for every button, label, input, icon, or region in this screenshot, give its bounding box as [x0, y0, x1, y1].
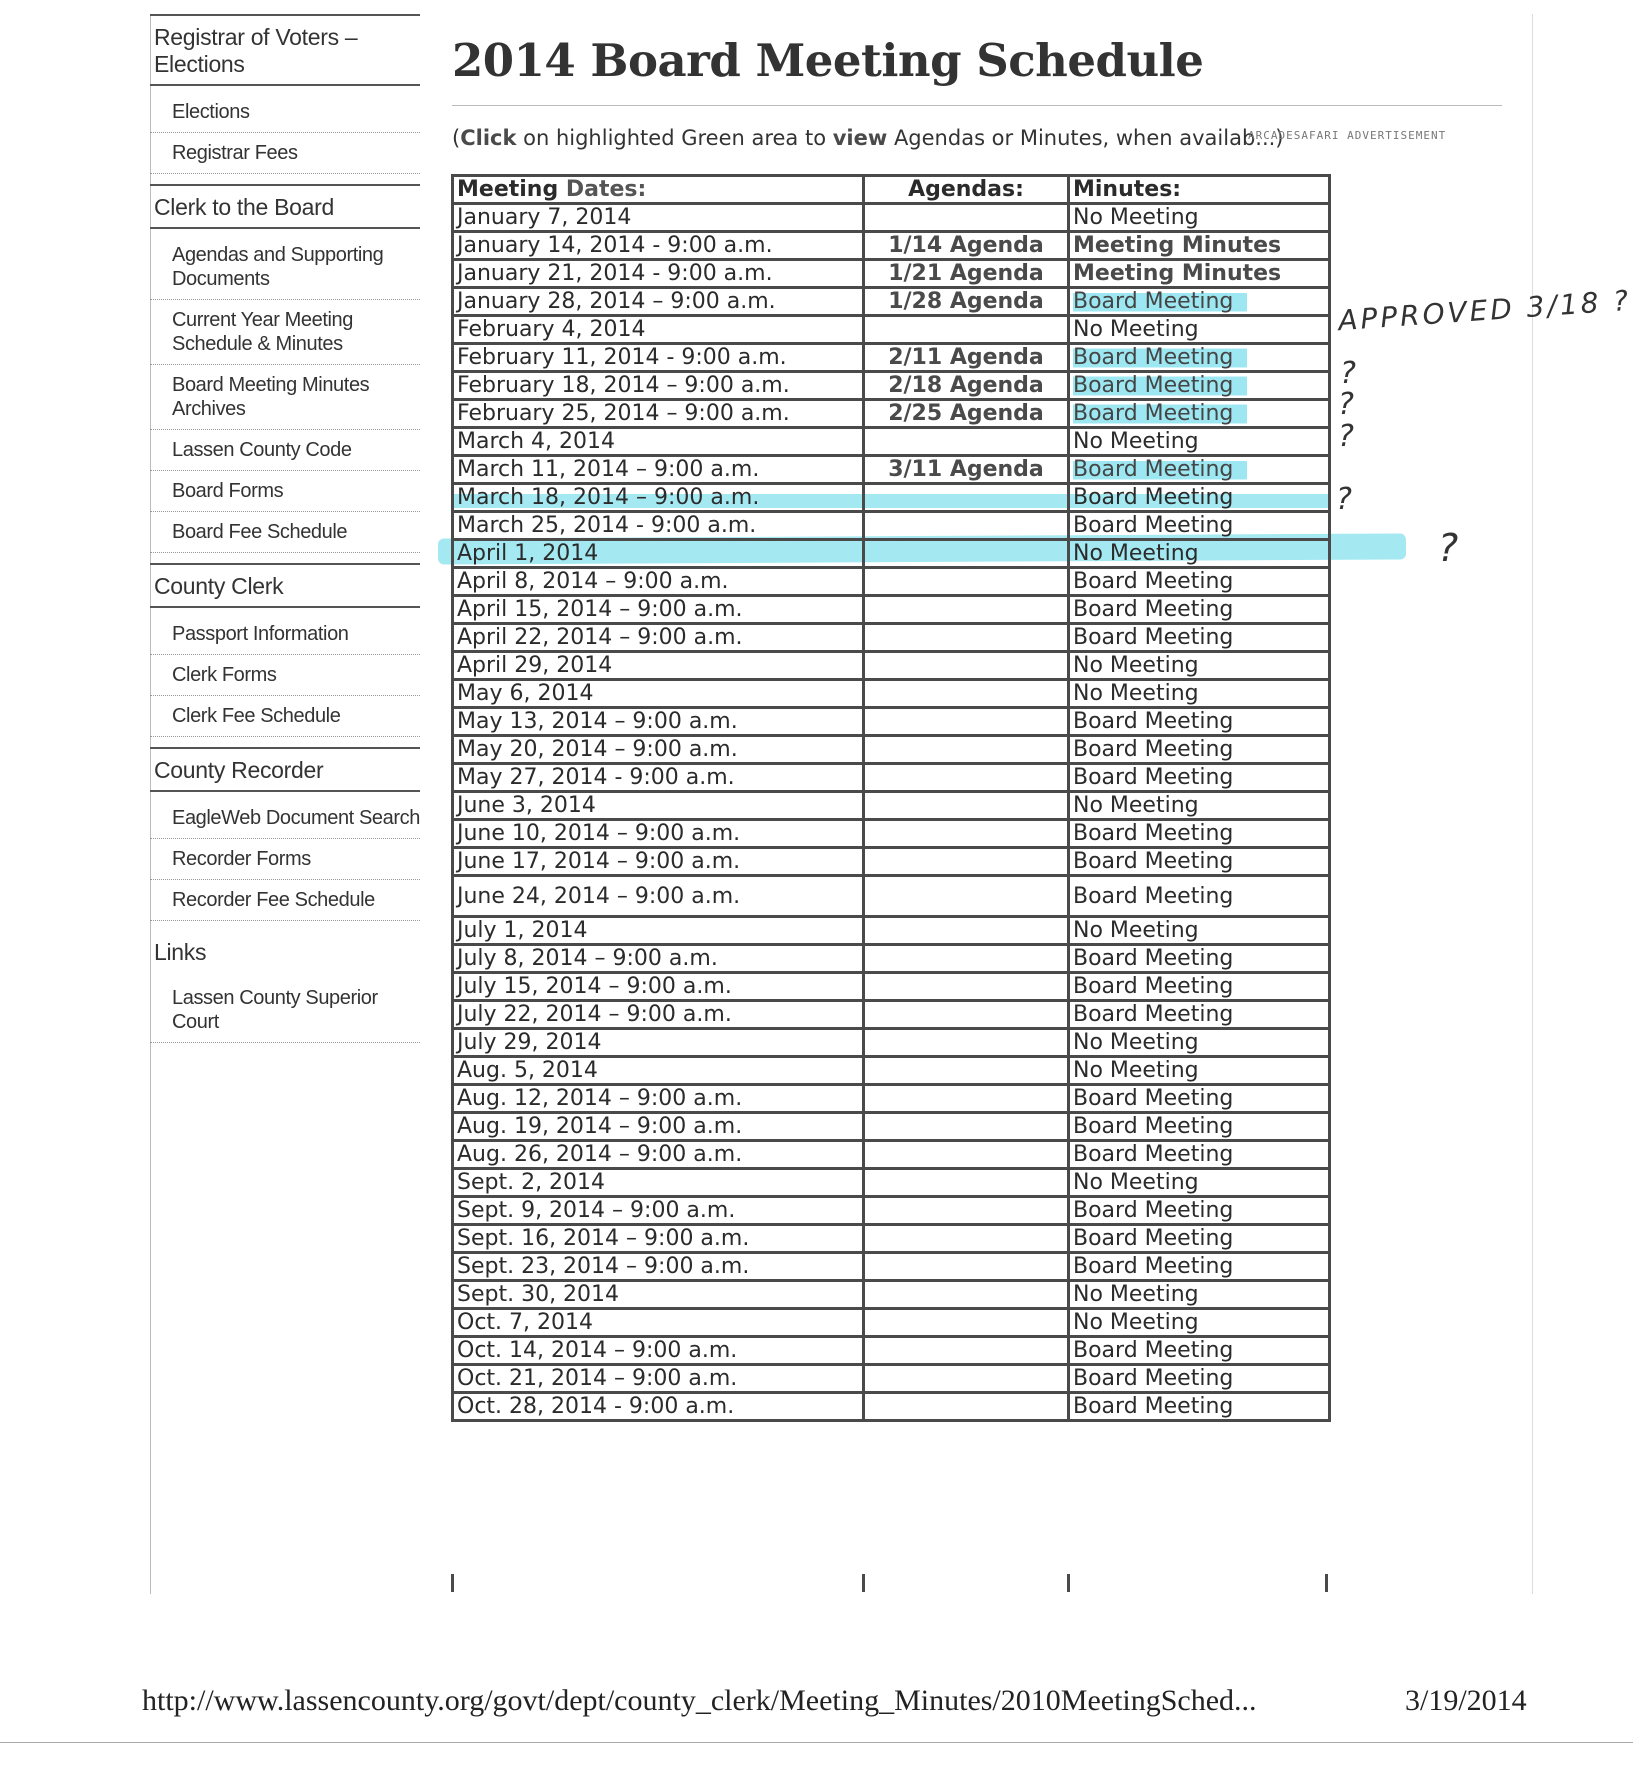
minutes-cell — [1069, 484, 1330, 512]
sidebar-item-eagleweb[interactable]: EagleWeb Document Search — [150, 798, 420, 839]
minutes-label: No Meeting — [1073, 1310, 1199, 1335]
meeting-date-cell: Sept. 23, 2014 – 9:00 a.m. — [453, 1253, 864, 1281]
agenda-cell — [864, 1337, 1069, 1365]
instructions-part1: on highlighted Green area to — [516, 126, 833, 150]
minutes-link[interactable] — [1069, 344, 1330, 372]
minutes-label: Meeting Minutes — [1073, 261, 1282, 286]
agenda-cell — [864, 624, 1069, 652]
minutes-label: Board Meeting — [1073, 974, 1234, 999]
table-row — [453, 428, 1330, 456]
minutes-cell — [1069, 652, 1330, 680]
meeting-date-cell: July 1, 2014 — [453, 917, 864, 945]
table-row — [453, 400, 1330, 428]
minutes-cell — [1069, 540, 1330, 568]
agenda-cell — [864, 973, 1069, 1001]
meeting-date-cell: April 1, 2014 — [453, 540, 864, 568]
meeting-date-cell: Aug. 26, 2014 – 9:00 a.m. — [453, 1141, 864, 1169]
meeting-date-cell: Aug. 5, 2014 — [453, 1057, 864, 1085]
table-row — [453, 1169, 1330, 1197]
minutes-cell — [1069, 1281, 1330, 1309]
table-row — [453, 764, 1330, 792]
table-row — [453, 652, 1330, 680]
handwritten-question-mark: ? — [1438, 526, 1459, 570]
minutes-cell — [1069, 1365, 1330, 1393]
agenda-cell — [864, 1197, 1069, 1225]
title-divider — [452, 105, 1502, 106]
agenda-cell — [864, 708, 1069, 736]
minutes-label: No Meeting — [1073, 793, 1199, 818]
agenda-cell — [864, 1029, 1069, 1057]
table-row — [453, 204, 1330, 232]
handwritten-approved-note: APPROVED 3/18 ? — [1337, 283, 1633, 338]
minutes-cell — [1069, 820, 1330, 848]
table-row — [453, 792, 1330, 820]
minutes-label: Board Meeting — [1073, 1394, 1234, 1419]
sidebar-list-county-recorder — [150, 798, 420, 921]
table-row — [453, 820, 1330, 848]
agenda-cell — [864, 792, 1069, 820]
sidebar-item-elections[interactable]: Elections — [150, 92, 420, 133]
table-row — [453, 1393, 1330, 1421]
minutes-label: Board Meeting — [1073, 849, 1234, 874]
minutes-label: No Meeting — [1073, 1170, 1199, 1195]
minutes-label: Board Meeting — [1073, 1142, 1234, 1167]
minutes-label: No Meeting — [1073, 653, 1199, 678]
meeting-date-cell: April 22, 2014 – 9:00 a.m. — [453, 624, 864, 652]
minutes-link[interactable] — [1069, 400, 1330, 428]
agenda-cell — [864, 917, 1069, 945]
table-row — [453, 288, 1330, 316]
agenda-cell — [864, 484, 1069, 512]
table-row — [453, 372, 1330, 400]
minutes-cell — [1069, 708, 1330, 736]
sidebar-list-links — [150, 978, 420, 1043]
handwritten-question-mark: ? — [1340, 356, 1356, 391]
agenda-cell — [864, 596, 1069, 624]
agenda-cell — [864, 1085, 1069, 1113]
minutes-cell — [1069, 1169, 1330, 1197]
minutes-label: Board Meeting — [1073, 597, 1234, 622]
agenda-cell — [864, 316, 1069, 344]
minutes-label: Board Meeting — [1073, 401, 1247, 426]
minutes-link[interactable] — [1069, 456, 1330, 484]
agenda-cell — [864, 820, 1069, 848]
minutes-label: Board Meeting — [1073, 1254, 1234, 1279]
minutes-cell — [1069, 1113, 1330, 1141]
agenda-cell — [864, 428, 1069, 456]
minutes-cell — [1069, 1001, 1330, 1029]
minutes-label: Board Meeting — [1073, 1226, 1234, 1251]
table-continuation — [451, 1574, 1328, 1592]
minutes-label: Board Meeting — [1073, 946, 1234, 971]
handwritten-question-mark: ? — [1338, 419, 1354, 454]
minutes-label: No Meeting — [1073, 317, 1199, 342]
minutes-label: Board Meeting — [1073, 737, 1234, 762]
instructions-part2: Agendas or Minutes, when availab...) — [887, 126, 1284, 150]
meeting-date-cell: February 25, 2014 – 9:00 a.m. — [453, 400, 864, 428]
instructions-open: ( — [452, 126, 461, 150]
meeting-date-cell: July 22, 2014 – 9:00 a.m. — [453, 1001, 864, 1029]
sidebar-list-county-clerk — [150, 614, 420, 737]
minutes-cell — [1069, 917, 1330, 945]
agenda-cell — [864, 512, 1069, 540]
minutes-cell — [1069, 596, 1330, 624]
table-row — [453, 1141, 1330, 1169]
minutes-label: Meeting Minutes — [1073, 233, 1282, 258]
minutes-cell — [1069, 1029, 1330, 1057]
table-tail-line — [862, 1574, 865, 1592]
meeting-date-cell: January 21, 2014 - 9:00 a.m. — [453, 260, 864, 288]
minutes-cell — [1069, 848, 1330, 876]
table-row — [453, 848, 1330, 876]
agenda-cell — [864, 1057, 1069, 1085]
minutes-label: Board Meeting — [1073, 765, 1234, 790]
minutes-link[interactable] — [1069, 372, 1330, 400]
table-row — [453, 973, 1330, 1001]
agenda-cell — [864, 1281, 1069, 1309]
sidebar-list-clerk-to-board — [150, 235, 420, 553]
meeting-date-cell: May 27, 2014 - 9:00 a.m. — [453, 764, 864, 792]
footer-date: 3/19/2014 — [1405, 1684, 1527, 1717]
agenda-cell — [864, 736, 1069, 764]
table-row — [453, 596, 1330, 624]
sidebar-item-clerk-fee-schedule[interactable]: Clerk Fee Schedule — [150, 696, 420, 737]
table-row — [453, 316, 1330, 344]
table-row — [453, 344, 1330, 372]
table-row — [453, 260, 1330, 288]
minutes-link[interactable] — [1069, 232, 1330, 260]
minutes-cell — [1069, 1085, 1330, 1113]
advertisement-label: ARCADESAFARI ADVERTISEMENT — [1248, 129, 1447, 142]
agenda-cell — [864, 652, 1069, 680]
meeting-date-cell: Oct. 28, 2014 - 9:00 a.m. — [453, 1393, 864, 1421]
agenda-cell — [864, 1001, 1069, 1029]
table-row — [453, 512, 1330, 540]
meeting-date-cell: March 4, 2014 — [453, 428, 864, 456]
minutes-cell — [1069, 764, 1330, 792]
agenda-link[interactable]: 2/18 Agenda — [864, 372, 1069, 400]
minutes-label: Board Meeting — [1073, 1002, 1234, 1027]
instructions-click: Click — [460, 126, 517, 150]
minutes-label: No Meeting — [1073, 429, 1199, 454]
sidebar-heading-county-recorder[interactable]: County Recorder — [150, 749, 420, 792]
meeting-date-cell: February 4, 2014 — [453, 316, 864, 344]
meeting-date-cell: June 3, 2014 — [453, 792, 864, 820]
header-agendas: Agendas: — [864, 176, 1069, 204]
sidebar-item-current-schedule[interactable]: Current Year Meeting Schedule & Minutes — [150, 300, 420, 365]
minutes-cell — [1069, 1393, 1330, 1421]
minutes-label: Board Meeting — [1073, 625, 1234, 650]
sidebar-item-board-forms[interactable]: Board Forms — [150, 471, 420, 512]
agenda-cell — [864, 1393, 1069, 1421]
table-row — [453, 1225, 1330, 1253]
sidebar-item-minutes-archives[interactable]: Board Meeting Minutes Archives — [150, 365, 420, 430]
minutes-label: Board Meeting — [1073, 1114, 1234, 1139]
minutes-cell — [1069, 1197, 1330, 1225]
minutes-label: Board Meeting — [1073, 821, 1234, 846]
table-row — [453, 708, 1330, 736]
table-row — [453, 1309, 1330, 1337]
table-row — [453, 540, 1330, 568]
meeting-date-cell: April 8, 2014 – 9:00 a.m. — [453, 568, 864, 596]
header-dates-b: Dates: — [558, 177, 647, 202]
page-bottom-rule — [0, 1742, 1633, 1743]
sidebar-item-recorder-forms[interactable]: Recorder Forms — [150, 839, 420, 880]
table-row — [453, 1001, 1330, 1029]
minutes-label: Board Meeting — [1073, 485, 1234, 510]
sidebar-item-board-fee-schedule[interactable]: Board Fee Schedule — [150, 512, 420, 553]
table-row — [453, 945, 1330, 973]
instructions-view: view — [832, 126, 888, 150]
minutes-label: Board Meeting — [1073, 1198, 1234, 1223]
meeting-date-cell: March 18, 2014 – 9:00 a.m. — [453, 484, 864, 512]
page-title: 2014 Board Meeting Schedule — [452, 34, 1204, 87]
minutes-label: No Meeting — [1073, 1282, 1199, 1307]
minutes-cell — [1069, 512, 1330, 540]
meeting-date-cell: Sept. 30, 2014 — [453, 1281, 864, 1309]
table-tail-line — [1067, 1574, 1070, 1592]
agenda-link[interactable]: 2/11 Agenda — [864, 344, 1069, 372]
table-tail-line — [1325, 1574, 1328, 1592]
table-row — [453, 1337, 1330, 1365]
sidebar-nav — [150, 14, 420, 1053]
sidebar-item-clerk-forms[interactable]: Clerk Forms — [150, 655, 420, 696]
meeting-date-cell: Aug. 19, 2014 – 9:00 a.m. — [453, 1113, 864, 1141]
sidebar-item-passport[interactable]: Passport Information — [150, 614, 420, 655]
header-minutes: Minutes: — [1069, 176, 1330, 204]
table-row — [453, 1057, 1330, 1085]
minutes-cell — [1069, 1337, 1330, 1365]
minutes-cell — [1069, 568, 1330, 596]
table-row — [453, 1197, 1330, 1225]
table-row — [453, 1281, 1330, 1309]
meeting-date-cell: June 24, 2014 – 9:00 a.m. — [453, 876, 864, 917]
table-row — [453, 624, 1330, 652]
meeting-date-cell: Sept. 16, 2014 – 9:00 a.m. — [453, 1225, 864, 1253]
minutes-label: Board Meeting — [1073, 569, 1234, 594]
meeting-date-cell: May 20, 2014 – 9:00 a.m. — [453, 736, 864, 764]
handwritten-question-mark: ? — [1338, 387, 1354, 422]
minutes-cell — [1069, 316, 1330, 344]
handwritten-question-mark: ? — [1336, 482, 1352, 517]
meeting-date-cell: February 11, 2014 - 9:00 a.m. — [453, 344, 864, 372]
minutes-label: Board Meeting — [1073, 373, 1247, 398]
minutes-cell — [1069, 1309, 1330, 1337]
table-row — [453, 917, 1330, 945]
minutes-link[interactable] — [1069, 288, 1330, 316]
table-row — [453, 876, 1330, 917]
minutes-cell — [1069, 973, 1330, 1001]
table-row — [453, 568, 1330, 596]
agenda-cell — [864, 204, 1069, 232]
meeting-date-cell: Sept. 2, 2014 — [453, 1169, 864, 1197]
minutes-cell — [1069, 680, 1330, 708]
minutes-label: No Meeting — [1073, 1058, 1199, 1083]
agenda-link[interactable]: 1/21 Agenda — [864, 260, 1069, 288]
table-tail-line — [451, 1574, 454, 1592]
table-row — [453, 736, 1330, 764]
meeting-date-cell: Aug. 12, 2014 – 9:00 a.m. — [453, 1085, 864, 1113]
minutes-cell — [1069, 1141, 1330, 1169]
minutes-cell — [1069, 204, 1330, 232]
meeting-date-cell: Oct. 14, 2014 – 9:00 a.m. — [453, 1337, 864, 1365]
minutes-cell — [1069, 624, 1330, 652]
table-row — [453, 232, 1330, 260]
meeting-date-cell: May 13, 2014 – 9:00 a.m. — [453, 708, 864, 736]
meeting-date-cell: July 8, 2014 – 9:00 a.m. — [453, 945, 864, 973]
sidebar-item-superior-court[interactable]: Lassen County Superior Court — [150, 978, 420, 1043]
table-row — [453, 680, 1330, 708]
minutes-cell — [1069, 1057, 1330, 1085]
minutes-label: Board Meeting — [1073, 883, 1234, 909]
meeting-date-cell: Oct. 7, 2014 — [453, 1309, 864, 1337]
agenda-cell — [864, 848, 1069, 876]
minutes-cell — [1069, 792, 1330, 820]
agenda-cell — [864, 568, 1069, 596]
meeting-date-cell: June 10, 2014 – 9:00 a.m. — [453, 820, 864, 848]
agenda-cell — [864, 1309, 1069, 1337]
header-meeting-dates — [453, 176, 864, 204]
minutes-cell — [1069, 736, 1330, 764]
sidebar-item-recorder-fee-schedule[interactable]: Recorder Fee Schedule — [150, 880, 420, 921]
minutes-label: No Meeting — [1073, 918, 1199, 943]
meeting-date-cell: Sept. 9, 2014 – 9:00 a.m. — [453, 1197, 864, 1225]
footer-url[interactable]: http://www.lassencounty.org/govt/dept/county_clerk/Meeting_Minutes/2010MeetingSched... — [142, 1684, 1257, 1717]
agenda-cell — [864, 876, 1069, 917]
minutes-label: No Meeting — [1073, 681, 1199, 706]
minutes-label: Board Meeting — [1073, 1086, 1234, 1111]
meeting-date-cell: January 7, 2014 — [453, 204, 864, 232]
agenda-cell — [864, 1225, 1069, 1253]
table-row — [453, 1113, 1330, 1141]
agenda-cell — [864, 1365, 1069, 1393]
meeting-date-cell: March 25, 2014 - 9:00 a.m. — [453, 512, 864, 540]
minutes-label: No Meeting — [1073, 541, 1199, 566]
table-row — [453, 1253, 1330, 1281]
meeting-date-cell: February 18, 2014 – 9:00 a.m. — [453, 372, 864, 400]
table-row — [453, 456, 1330, 484]
minutes-label: Board Meeting — [1073, 289, 1247, 314]
meeting-date-cell: June 17, 2014 – 9:00 a.m. — [453, 848, 864, 876]
meeting-date-cell: July 15, 2014 – 9:00 a.m. — [453, 973, 864, 1001]
minutes-link[interactable] — [1069, 260, 1330, 288]
header-dates-a: Meeting — [457, 177, 559, 202]
agenda-cell — [864, 1169, 1069, 1197]
agenda-cell — [864, 680, 1069, 708]
agenda-cell — [864, 1253, 1069, 1281]
sidebar-heading-clerk-to-board[interactable]: Clerk to the Board — [150, 186, 420, 229]
sidebar-heading-links: Links — [154, 939, 207, 965]
table-row — [453, 1029, 1330, 1057]
minutes-label: Board Meeting — [1073, 457, 1247, 482]
table-body — [453, 204, 1330, 1421]
instructions-text — [452, 126, 1284, 150]
minutes-cell — [1069, 1253, 1330, 1281]
agenda-link[interactable]: 2/25 Agenda — [864, 400, 1069, 428]
table-row — [453, 484, 1330, 512]
minutes-label: Board Meeting — [1073, 1338, 1234, 1363]
sidebar-list-registrar — [150, 92, 420, 174]
meeting-date-cell: Oct. 21, 2014 – 9:00 a.m. — [453, 1365, 864, 1393]
meeting-date-cell: May 6, 2014 — [453, 680, 864, 708]
minutes-cell — [1069, 876, 1330, 917]
agenda-link[interactable]: 1/28 Agenda — [864, 288, 1069, 316]
minutes-label: Board Meeting — [1073, 709, 1234, 734]
minutes-label: Board Meeting — [1073, 513, 1234, 538]
table-row — [453, 1365, 1330, 1393]
minutes-label: Board Meeting — [1073, 1366, 1234, 1391]
meeting-schedule-table — [451, 174, 1331, 1422]
sidebar-item-county-code[interactable]: Lassen County Code — [150, 430, 420, 471]
agenda-cell — [864, 945, 1069, 973]
minutes-cell — [1069, 945, 1330, 973]
agenda-cell — [864, 540, 1069, 568]
content-border — [1532, 14, 1533, 1594]
agenda-cell — [864, 1141, 1069, 1169]
agenda-link[interactable]: 3/11 Agenda — [864, 456, 1069, 484]
sidebar-heading-registrar[interactable]: Registrar of Voters – Elections — [150, 16, 420, 86]
agenda-cell — [864, 1113, 1069, 1141]
meeting-date-cell: January 14, 2014 - 9:00 a.m. — [453, 232, 864, 260]
meeting-date-cell: April 15, 2014 – 9:00 a.m. — [453, 596, 864, 624]
minutes-cell — [1069, 428, 1330, 456]
agenda-link[interactable]: 1/14 Agenda — [864, 232, 1069, 260]
sidebar-item-registrar-fees[interactable]: Registrar Fees — [150, 133, 420, 174]
sidebar-item-agendas[interactable]: Agendas and Supporting Documents — [150, 235, 420, 300]
minutes-cell — [1069, 1225, 1330, 1253]
minutes-label: No Meeting — [1073, 1030, 1199, 1055]
meeting-date-cell: April 29, 2014 — [453, 652, 864, 680]
table-header-row — [453, 176, 1330, 204]
minutes-label: No Meeting — [1073, 205, 1199, 230]
minutes-label: Board Meeting — [1073, 345, 1247, 370]
meeting-date-cell: January 28, 2014 – 9:00 a.m. — [453, 288, 864, 316]
sidebar-heading-county-clerk[interactable]: County Clerk — [150, 565, 420, 608]
meeting-date-cell: July 29, 2014 — [453, 1029, 864, 1057]
agenda-cell — [864, 764, 1069, 792]
meeting-date-cell: March 11, 2014 – 9:00 a.m. — [453, 456, 864, 484]
table-row — [453, 1085, 1330, 1113]
